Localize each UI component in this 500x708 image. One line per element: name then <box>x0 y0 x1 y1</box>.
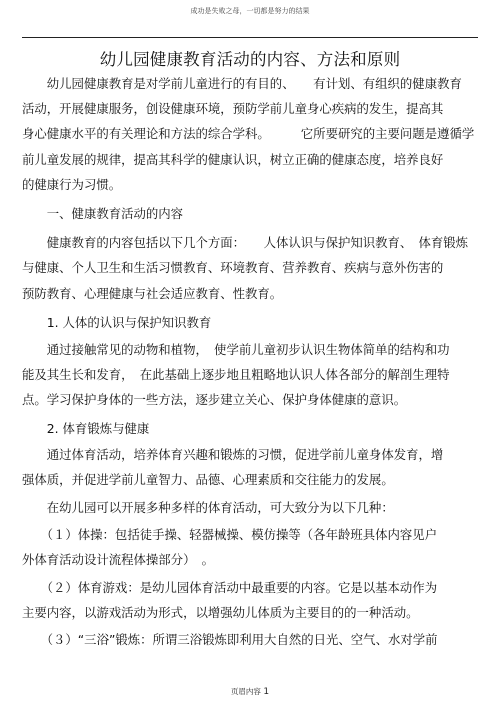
text-line: 通过接触常见的动物和植物， 使学前儿童初步认识生物体简单的结构和功 <box>22 342 450 357</box>
text-line: 通过体育活动，培养体育兴趣和锻炼的习惯，促进学前儿童身体发育，增 <box>22 447 444 462</box>
text-line: 的健康行为习惯。 <box>22 177 122 192</box>
page-number: 1 <box>263 687 270 697</box>
text-line: 健康教育的内容包括以下几个方面： 人体认识与保护知识教育、 体育锻炼 <box>22 235 469 250</box>
text-line: （３）“三浴”锻炼：所谓三浴锻炼即利用大自然的日光、空气、水对学前 <box>22 632 438 647</box>
text-line: （２）体育游戏：是幼儿园体育活动中最重要的内容。它是以基本动作为 <box>22 580 438 595</box>
text-line: 在幼儿园可以开展多种多样的体育活动，可大致分为以下几种： <box>22 500 394 515</box>
text-line: 活动，开展健康服务，创设健康环境，预防学前儿童身心疾病的发生，提高其 <box>22 101 444 116</box>
text-line: 点。学习保护身体的一些方法，逐步建立关心、保护身体健康的意识。 <box>22 392 407 407</box>
page-footer <box>0 686 500 697</box>
text-line: 前儿童发展的规律，提高其科学的健康认识，树立正确的健康态度，培养良好 <box>22 152 444 167</box>
subsection-heading: 1. 人体的认识与保护知识教育 <box>22 315 212 330</box>
text-line: 主要内容，以游戏活动为形式，以增强幼儿体质为主要目的的一种活动。 <box>22 605 419 620</box>
footer-label: 页眉内容 <box>230 687 261 696</box>
text-line: 与健康、个人卫生和生活习惯教育、环境教育、营养教育、疾病与意外伤害的 <box>22 260 444 275</box>
document-title: 幼儿园健康教育活动的内容、方法和原则 <box>99 50 401 69</box>
text-line: 外体育活动设计流程体操部分） 。 <box>22 552 215 567</box>
text-line: 幼儿园健康教育是对学前儿童进行的有目的、 有计划、有组织的健康教育 <box>22 76 462 91</box>
text-line: 身心健康水平的有关理论和方法的综合学科。 它所要研究的主要问题是遵循学 <box>22 126 475 141</box>
text-line: 能及其生长和发育， 在此基础上逐步地且粗略地认识人体各部分的解剖生理特 <box>22 367 450 382</box>
text-line: 强体质，并促进学前儿童智力、品德、心理素质和交往能力的发展。 <box>22 472 394 487</box>
page-header: 成功是失败之母，一切都是努力的结果 <box>190 7 310 15</box>
header-divider <box>22 37 478 38</box>
text-line: （１）体操：包括徒手操、轻器械操、模仿操等（各年龄班具体内容见户 <box>22 527 438 542</box>
section-heading: 一、健康教育活动的内容 <box>22 206 184 221</box>
text-line: 预防教育、心理健康与社会适应教育、性教育。 <box>22 286 283 301</box>
subsection-heading: 2. 体育锻炼与健康 <box>22 421 150 436</box>
